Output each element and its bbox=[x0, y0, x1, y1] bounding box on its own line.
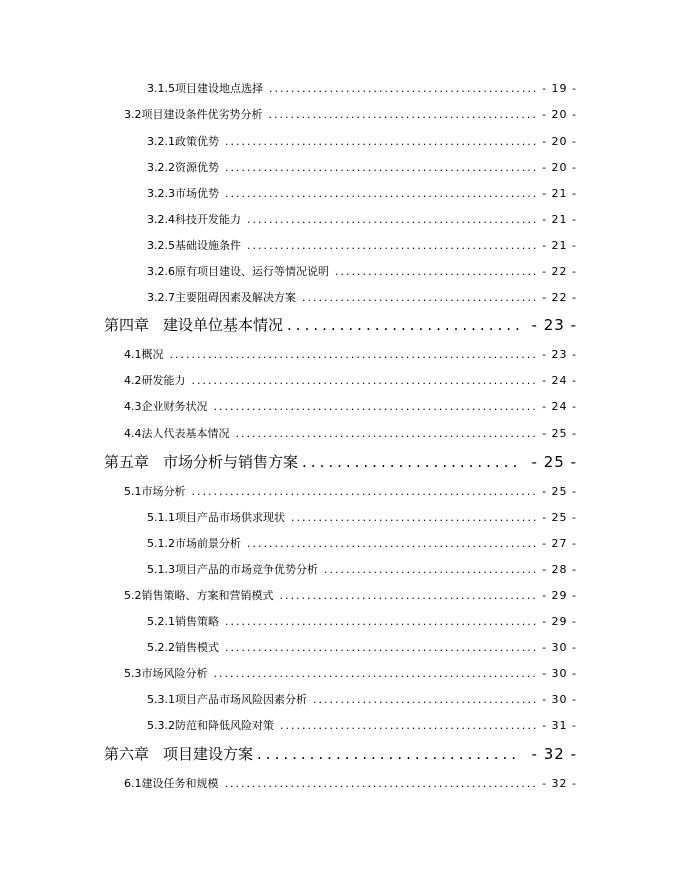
toc-entry-title: 3.2.6原有项目建设、运行等情况说明 bbox=[147, 265, 329, 278]
toc-entry[interactable] bbox=[124, 775, 577, 791]
toc-chapter-number: 第六章 bbox=[104, 745, 150, 763]
toc-entry-title: 3.1.5项目建设地点选择 bbox=[147, 82, 263, 95]
leader-dots bbox=[225, 777, 540, 790]
toc-entry-page: - 24 - bbox=[542, 374, 577, 387]
leader-dots bbox=[269, 108, 540, 121]
toc-entry[interactable] bbox=[124, 483, 577, 499]
toc-entry-title: 5.1.1项目产品市场供求现状 bbox=[147, 511, 285, 524]
toc-entry[interactable] bbox=[124, 665, 577, 681]
toc-entry-page: - 24 - bbox=[542, 400, 577, 413]
toc-chapter-page: - 25 - bbox=[531, 453, 577, 471]
toc-entry-page: - 20 - bbox=[542, 135, 577, 148]
toc-entry[interactable] bbox=[147, 185, 577, 201]
toc-entry[interactable] bbox=[147, 509, 577, 525]
toc-entry[interactable] bbox=[124, 346, 577, 362]
toc-entry-title: 3.2项目建设条件优劣势分析 bbox=[124, 108, 263, 121]
toc-entry[interactable] bbox=[124, 372, 577, 388]
toc-entry-page: - 19 - bbox=[542, 82, 577, 95]
toc-chapter-title: 市场分析与销售方案 bbox=[163, 453, 299, 471]
toc-entry-title: 5.2销售策略、方案和营销模式 bbox=[124, 589, 274, 602]
leader-dots bbox=[225, 641, 539, 654]
toc-entry-title: 5.1市场分析 bbox=[124, 485, 186, 498]
toc-entry[interactable] bbox=[147, 561, 577, 577]
toc-entry-page: - 30 - bbox=[542, 693, 577, 706]
leader-dots bbox=[324, 563, 539, 576]
leader-dots bbox=[225, 135, 539, 148]
toc-entry-page: - 29 - bbox=[542, 615, 577, 628]
toc-entry[interactable] bbox=[147, 263, 577, 279]
toc-chapter-page: - 23 - bbox=[531, 316, 577, 334]
leader-dots bbox=[170, 348, 540, 361]
toc-entry-page: - 22 - bbox=[542, 291, 577, 304]
toc-entry-page: - 23 - bbox=[542, 348, 577, 361]
leader-dots bbox=[247, 213, 539, 226]
toc-entry-title: 4.3企业财务状况 bbox=[124, 400, 208, 413]
toc-entry[interactable] bbox=[147, 133, 577, 149]
leader-dots bbox=[269, 82, 539, 95]
toc-entry-title: 3.2.7主要阻碍因素及解决方案 bbox=[147, 291, 296, 304]
toc-entry-page: - 25 - bbox=[542, 485, 577, 498]
toc-entry-page: - 21 - bbox=[542, 213, 577, 226]
leader-dots bbox=[302, 291, 539, 304]
toc-entry-page: - 27 - bbox=[542, 537, 577, 550]
toc-entry-page: - 30 - bbox=[542, 641, 577, 654]
leader-dots bbox=[192, 485, 540, 498]
toc-entry-title: 5.2.1销售策略 bbox=[147, 615, 219, 628]
toc-entry[interactable] bbox=[147, 535, 577, 551]
toc-entry-title: 5.3.1项目产品市场风险因素分析 bbox=[147, 693, 307, 706]
toc-entry-title: 3.2.5基础设施条件 bbox=[147, 239, 241, 252]
toc-entry-title: 3.2.1政策优势 bbox=[147, 135, 219, 148]
leader-dots bbox=[291, 511, 539, 524]
toc-entry-page: - 29 - bbox=[542, 589, 577, 602]
toc-chapter[interactable] bbox=[104, 314, 577, 335]
toc-entry[interactable] bbox=[147, 639, 577, 655]
toc-entry-title: 3.2.4科技开发能力 bbox=[147, 213, 241, 226]
toc-entry-title: 4.4法人代表基本情况 bbox=[124, 427, 230, 440]
toc-chapter[interactable] bbox=[104, 743, 577, 764]
toc-entry[interactable] bbox=[124, 106, 577, 122]
leader-dots bbox=[313, 693, 539, 706]
toc-chapter-title: 建设单位基本情况 bbox=[163, 316, 284, 334]
leader-dots bbox=[225, 615, 539, 628]
toc-entry-page: - 21 - bbox=[542, 239, 577, 252]
toc-chapter-title: 项目建设方案 bbox=[163, 745, 254, 763]
toc-entry-title: 5.2.2销售模式 bbox=[147, 641, 219, 654]
leader-dots bbox=[225, 161, 539, 174]
toc-entry-title: 5.3市场风险分析 bbox=[124, 667, 208, 680]
toc-entry[interactable] bbox=[147, 211, 577, 227]
toc-entry-page: - 25 - bbox=[542, 427, 577, 440]
toc-entry[interactable] bbox=[124, 587, 577, 603]
leader-dots bbox=[335, 265, 539, 278]
leader-dots bbox=[287, 316, 520, 334]
leader-dots bbox=[192, 374, 540, 387]
toc-entry[interactable] bbox=[124, 398, 577, 414]
toc-entry-page: - 30 - bbox=[542, 667, 577, 680]
toc-chapter-page: - 32 - bbox=[531, 745, 577, 763]
leader-dots bbox=[280, 719, 539, 732]
toc-entry[interactable] bbox=[124, 425, 577, 441]
leader-dots bbox=[302, 453, 520, 471]
toc-entry-title: 3.2.3市场优势 bbox=[147, 187, 219, 200]
toc-entry-page: - 32 - bbox=[542, 777, 577, 790]
toc-chapter-number: 第四章 bbox=[104, 316, 150, 334]
toc-entry-page: - 22 - bbox=[542, 265, 577, 278]
toc-entry-page: - 31 - bbox=[542, 719, 577, 732]
toc-entry-title: 5.1.3项目产品的市场竞争优势分析 bbox=[147, 563, 318, 576]
toc-entry-page: - 25 - bbox=[542, 511, 577, 524]
toc-entry-title: 5.1.2市场前景分析 bbox=[147, 537, 241, 550]
toc-entry-page: - 20 - bbox=[542, 108, 577, 121]
toc-entry[interactable] bbox=[147, 717, 577, 733]
toc-entry[interactable] bbox=[147, 289, 577, 305]
toc-entry-page: - 28 - bbox=[542, 563, 577, 576]
toc-entry-title: 3.2.2资源优势 bbox=[147, 161, 219, 174]
toc-entry-title: 6.1建设任务和规模 bbox=[124, 777, 219, 790]
toc-entry[interactable] bbox=[147, 237, 577, 253]
toc-entry-page: - 20 - bbox=[542, 161, 577, 174]
toc-entry[interactable] bbox=[147, 80, 577, 96]
toc-entry-page: - 21 - bbox=[542, 187, 577, 200]
leader-dots bbox=[236, 427, 540, 440]
toc-entry-title: 4.2研发能力 bbox=[124, 374, 186, 387]
leader-dots bbox=[214, 400, 540, 413]
leader-dots bbox=[280, 589, 540, 602]
leader-dots bbox=[225, 187, 539, 200]
leader-dots bbox=[214, 667, 540, 680]
toc-entry-title: 5.3.2防范和降低风险对策 bbox=[147, 719, 274, 732]
leader-dots bbox=[247, 537, 539, 550]
toc-entry-title: 4.1概况 bbox=[124, 348, 164, 361]
leader-dots bbox=[247, 239, 539, 252]
leader-dots bbox=[257, 745, 520, 763]
toc-entry[interactable] bbox=[147, 613, 577, 629]
toc-chapter[interactable] bbox=[104, 451, 577, 472]
toc-entry[interactable] bbox=[147, 159, 577, 175]
toc-entry[interactable] bbox=[147, 691, 577, 707]
toc-chapter-number: 第五章 bbox=[104, 453, 150, 471]
